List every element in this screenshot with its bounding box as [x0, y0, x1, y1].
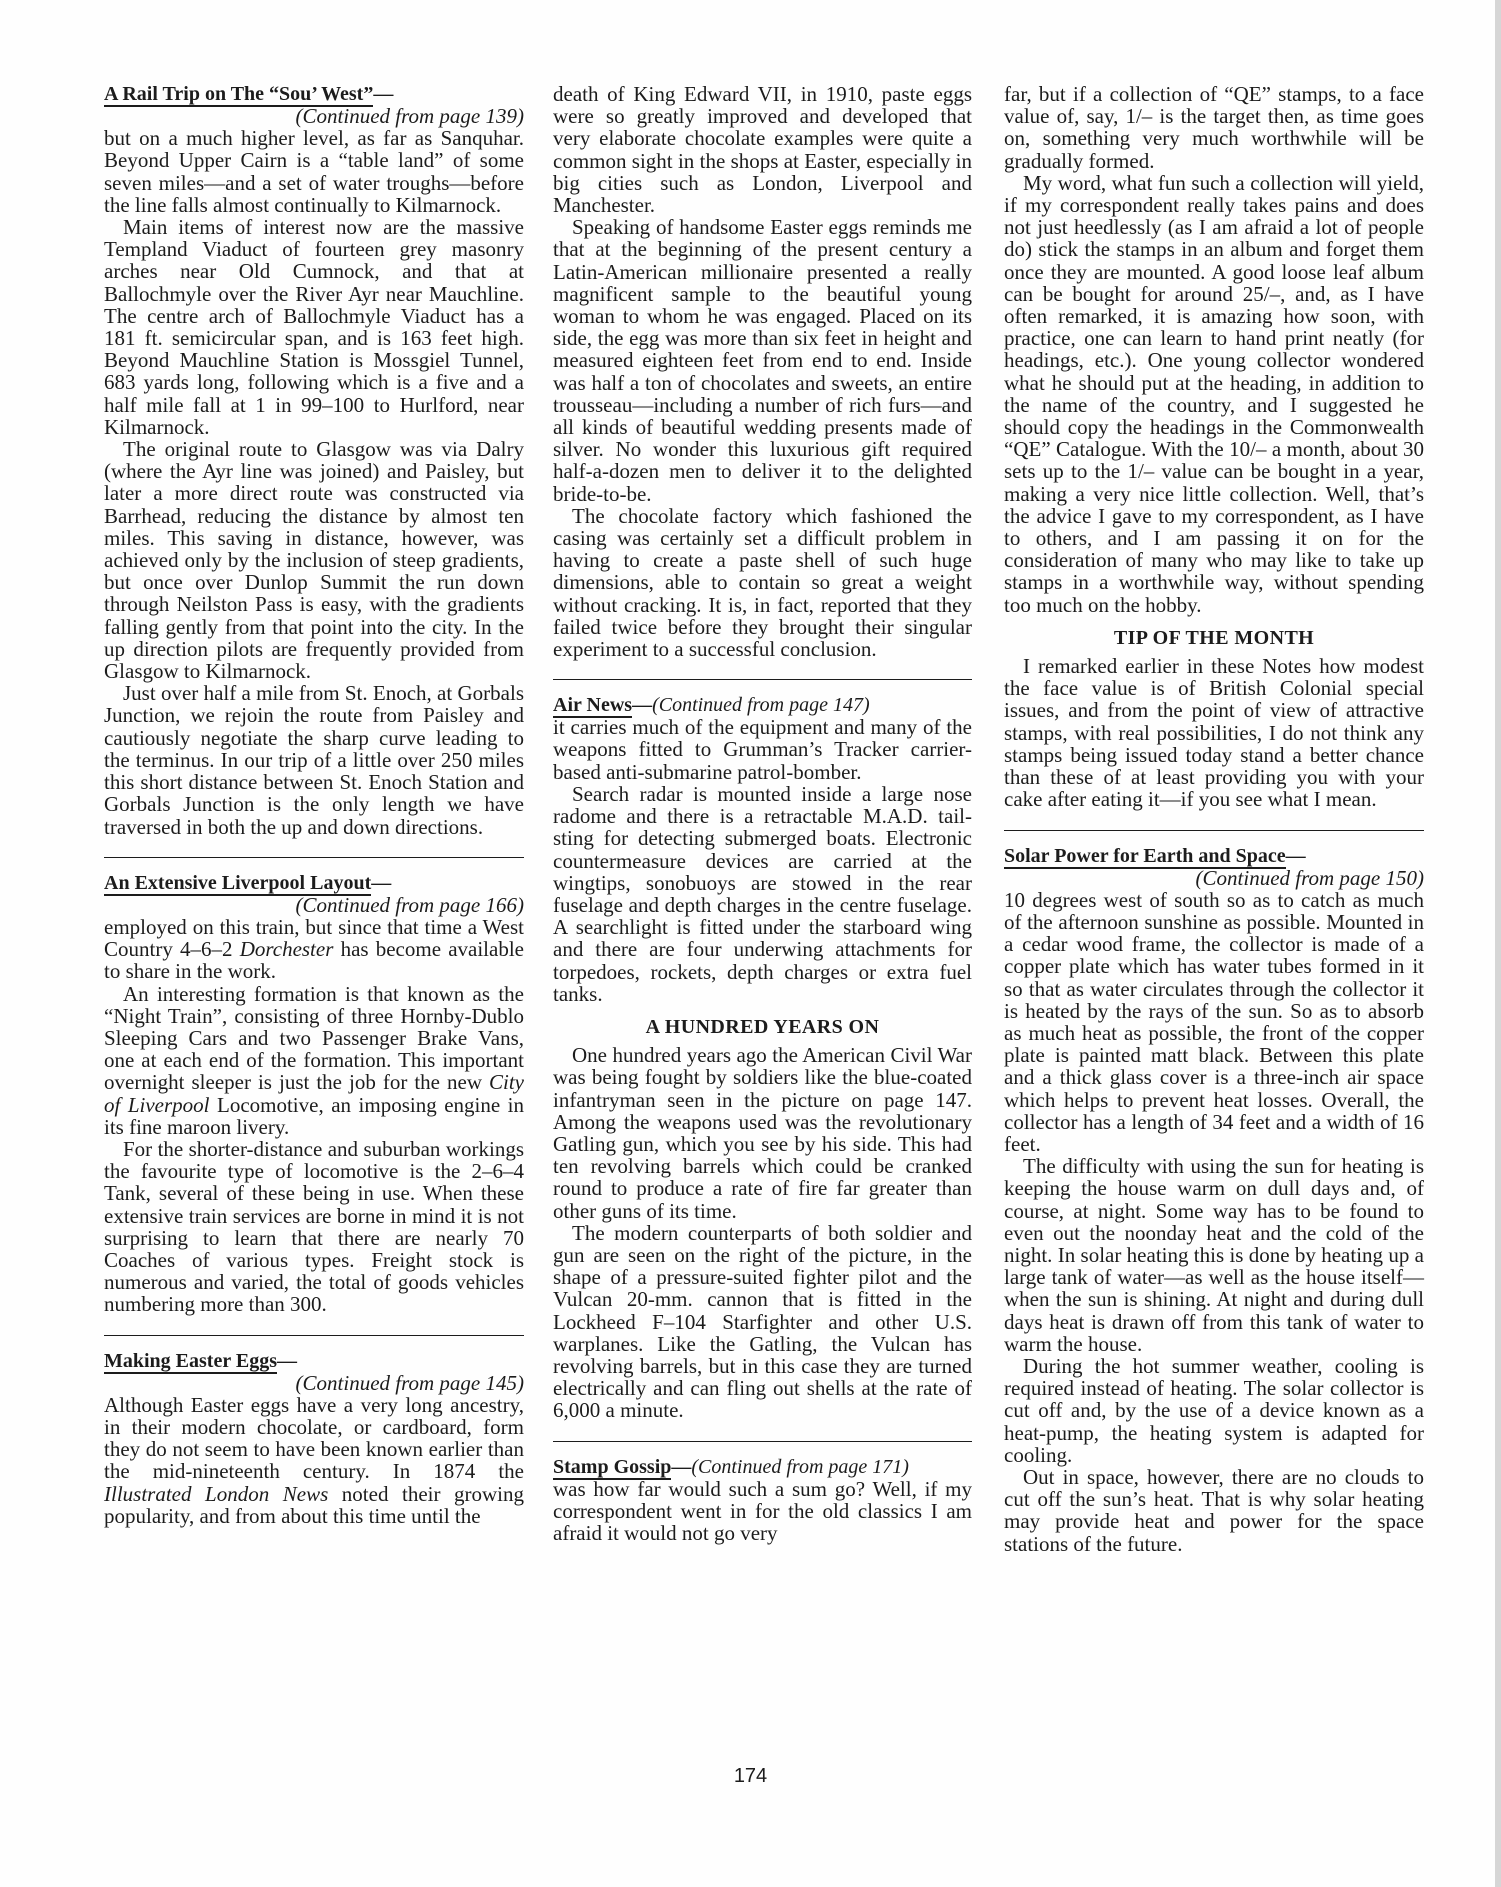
page-edge: [1495, 0, 1501, 1887]
paragraph: One hundred years ago the American Civil War was being fought by soldiers like the blue-coated infantryman seen in the picture on page 147. Among the weapons used was the revolutionary Gatling gun, which you see by his side. This had ten revolving barrels which could be cranked round to produce a rate of fire far greater than other guns of its time.: [553, 1043, 972, 1223]
article-title: Stamp Gossip: [553, 1455, 672, 1478]
article-title: A Rail Trip on The “Sou’ West”: [104, 83, 374, 105]
section-subheading: TIP OF THE MONTH: [1113, 626, 1315, 649]
column-3: [1004, 83, 1424, 1555]
paragraph: For the shorter-distance and suburban workings the favourite type of locomotive is the 2–6–4 Tank, several of these being in use. When these extensive train services are borne in mind it is not surprising to learn that there are nearly 70 Coaches of various types. Freight stock is numerous and varied, the total of goods vehicles numbering more than 300.: [104, 1136, 524, 1317]
paragraph: 10 degrees west of south so as to catch as much of the afternoon sunshine as possible. Mounted in a cedar wood frame, the collector is made of a copper plate which has water tubes formed in it so that as water circulates through the collector it is heated by the rays of the sun. So as to absorb as much heat as possible, the front of the copper plate is painted matt black. Between this plate and a thick glass cover is a three-inch air space which helps to prevent heat losses. Overall, the collector has a length of 34 feet and a width of 16 feet.: [1004, 887, 1424, 1156]
paragraph: My word, what fun such a collection will yield, if my correspondent really takes pains and does not just heedlessly (as I am afraid a lot of people do) stick the stamps in an album and forget them once they are mounted. A good loose leaf album can be bought for around 25/–, and, as I have often remarked, it is amazing how soon, with practice, one can learn to hand print neatly (for headings, etc.). One young collector wondered what he should put at the heading, in addition to the name of the country, and I suggested he should copy the headings in the Commonwealth “QE” Catalogue. With the 10/– a month, about 30 sets up to the 1/– value can be bought in a year, making a very nice little collection. Well, that’s the advice I gave to my correspondent, as I have to others, and I am passing it on for the consideration of many who may like to take up stamps in a worthwhile way, without spending too much on the hobby.: [1004, 170, 1424, 617]
paragraph: it carries much of the equipment and many of the weapons fitted to Grumman’s Tracker carrier-based anti-submarine patrol-bomber.: [553, 715, 972, 784]
paragraph: Main items of interest now are the massive Templand Viaduct of fourteen grey masonry arches near Old Cumnock, and that at Ballochmyle over the River Ayr near Mauchline. The centre arch of Ballochmyle Viaduct has a 181 ft. semicircular span, and is 163 feet high. Beyond Mauchline Station is Mossgiel Tunnel, 683 yards long, following which is a five and a half mile fall at 1 in 99–100 to Hurlford, near Kilmarnock.: [104, 215, 524, 439]
continued-note: (Continued from page 166): [295, 892, 524, 917]
continued-note: (Continued from page 171): [691, 1455, 909, 1478]
continued-note: (Continued from page 147): [652, 694, 870, 717]
paragraph: employed on this train, but since that time a West Country 4–6–2 Dorchester has become available to share in the work.: [104, 914, 524, 984]
paragraph: The modern counterparts of both soldier and gun are seen on the right of the picture, in the shape of a pressure-suited fighter pilot and the Vulcan 20-mm. cannon that is fitted in the Lockheed F–104 Starfighter and other U.S. warplanes. Like the Gatling, the Vulcan has revolving barrels, but in this case they are turned electrically and can fling out shells at the rate of 6,000 a minute.: [553, 1220, 972, 1423]
article-heading: Making Easter Eggs—: [104, 1349, 297, 1372]
paragraph: During the hot summer weather, cooling is required instead of heating. The solar collector is cut off and, by the use of a device known as a heat-pump, the heating system is adapted for cooling.: [1004, 1353, 1424, 1467]
article-heading: Solar Power for Earth and Space—: [1004, 844, 1306, 867]
paragraph: death of King Edward VII, in 1910, paste eggs were so greatly improved and developed that very elaborate chocolate examples were quite a common sight in the shops at Easter, especially in big cities such as London, Liverpool and Manchester.: [553, 82, 972, 218]
paragraph: Search radar is mounted inside a large nose radome and there is a retractable M.A.D. tail-sting for detecting submerged boats. Electronic countermeasure devices are carried at the wingtips, sonobuoys are stowed in the rear fuselage and depth charges in the centre fuselage. A searchlight is fitted under the starboard wing and there are four underwing attachments for torpedoes, rockets, depth charges or extra fuel tanks.: [553, 781, 972, 1006]
section-subheading: A HUNDRED YEARS ON: [645, 1015, 880, 1038]
article-heading: Stamp Gossip—(Continued from page 171): [553, 1455, 909, 1478]
section-divider: [553, 1441, 972, 1442]
article-title: An Extensive Liverpool Layout: [104, 871, 372, 894]
continued-note: (Continued from page 145): [295, 1370, 524, 1395]
article-heading: A Rail Trip on The “Sou’ West”—: [104, 83, 394, 105]
article-heading: An Extensive Liverpool Layout—: [104, 871, 392, 894]
section-divider: [553, 679, 972, 680]
paragraph: I remarked earlier in these Notes how modest the face value is of British Colonial special issues, and from the point of view of attractive stamps, with real possibilities, I do not think any stamps being issued today stand a better chance than these of at least providing you with your cake after eating it—if you see what I mean.: [1004, 654, 1424, 812]
section-divider: [1004, 830, 1424, 831]
article-title: Air News: [553, 694, 633, 717]
paragraph: An interesting formation is that known as the “Night Train”, consisting of three Hornby-Dublo Sleeping Cars and two Passenger Brake Vans, one at each end of the formation. This important overnight sleeper is just the job for the new City of Liverpool Locomotive, an imposing engine in its fine maroon livery.: [104, 981, 525, 1139]
paragraph: was how far would such a sum go? Well, if my correspondent went in for the old classics I am afraid it would not go very: [553, 1476, 972, 1545]
article-title: Making Easter Eggs: [104, 1349, 277, 1372]
paragraph: Just over half a mile from St. Enoch, at Gorbals Junction, we rejoin the route from Paisley and cautiously negotiate the sharp curve leading to the terminus. In our trip of a little over 250 miles this short distance between St. Enoch Station and Gorbals Junction is the only length we have traversed in both the up and down directions.: [104, 681, 524, 839]
section-divider: [104, 857, 524, 858]
continued-note: (Continued from page 150): [1195, 865, 1424, 890]
paragraph: Speaking of handsome Easter eggs reminds me that at the beginning of the present century a Latin-American millionaire presented a really magnificent sample to the beautiful young woman to whom he was engaged. Placed on its side, the egg was more than six feet in height and measured eighteen feet from end to end. Inside was half a ton of chocolates and sweets, an entire trousseau—including a number of rich furs—and all kinds of beautiful wedding presents made of silver. No wonder this luxurious gift required half-a-dozen men to deliver it to the delighted bride-to-be.: [553, 215, 972, 506]
article-title: Solar Power for Earth and Space: [1004, 844, 1286, 867]
paragraph: The original route to Glasgow was via Dalry (where the Ayr line was joined) and Paisley, but later a more direct route was constructed via Barrhead, reducing the distance by almost ten miles. This saving in distance, however, was achieved only by the inclusion of steep gradients, but once over Dunlop Summit the run down through Neilston Pass is easy, with the gradients falling gently from that point into the city. In the up direction pilots are frequently provided from Glasgow to Kilmarnock.: [104, 437, 524, 684]
paragraph: Although Easter eggs have a very long ancestry, in their modern chocolate, or cardboard, form they do not seem to have been known earlier than the mid-nineteenth century. In 1874 the Illustrated London News noted their growing popularity, and from about this time until the: [104, 1392, 525, 1528]
paragraph: Out in space, however, there are no clouds to cut off the sun’s heat. That is why solar heating may provide heat and power for the space stations of the future.: [1004, 1464, 1424, 1556]
paragraph: The chocolate factory which fashioned the casing was certainly set a difficult problem in having to create a paste shell of such huge dimensions, able to contain so great a weight without cracking. It is, in fact, reported that they failed twice before they brought their singular experiment to a successful conclusion.: [553, 503, 972, 662]
page-number: 174: [733, 1765, 768, 1787]
column-2: [553, 83, 972, 1544]
section-divider: [104, 1335, 524, 1336]
paragraph: The difficulty with using the sun for heating is keeping the house warm on dull days and, of course, at night. Some way has to be found to even out the noonday heat and the cold of the night. In solar heating this is done by heating up a large tank of water—as well as the house itself—when the sun is shining. At night and during dull days heat is drawn off from this tank of water to warm the house.: [1004, 1154, 1424, 1356]
article-heading: Air News—(Continued from page 147): [553, 694, 870, 717]
continued-note: (Continued from page 139): [295, 104, 524, 128]
paragraph: far, but if a collection of “QE” stamps, to a face value of, say, 1/– is the target then, as time goes on, something very much worthwhile will be gradually formed.: [1004, 82, 1424, 173]
paragraph: but on a much higher level, as far as Sanquhar. Beyond Upper Cairn is a “table land” of some seven miles—and a set of water troughs—before the line falls almost continually to Kilmarnock.: [104, 126, 524, 217]
column-1: [104, 83, 524, 1527]
